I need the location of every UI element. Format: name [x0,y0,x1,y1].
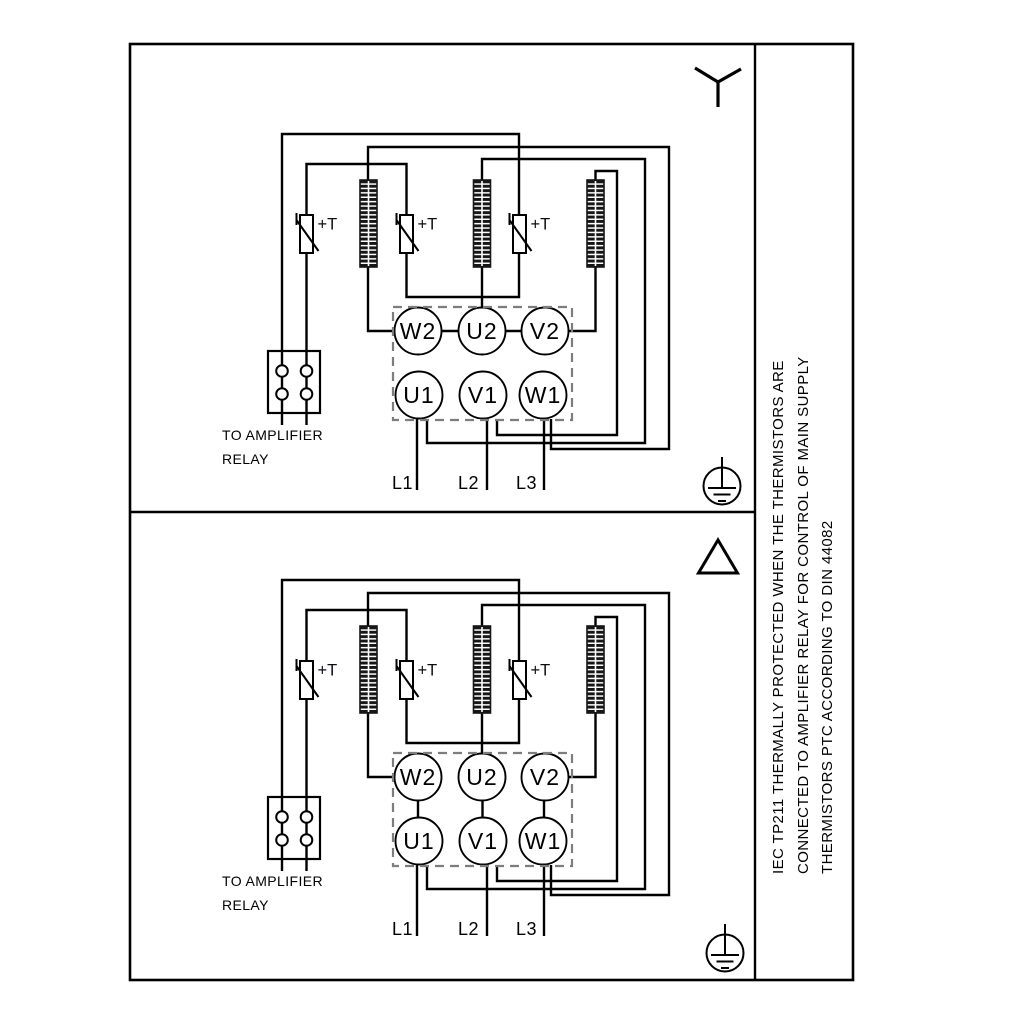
side-note-line-1: IEC TP211 THERMALLY PROTECTED WHEN THE THERMISTORS ARE [770,360,787,874]
terminal-v2-label: V2 [529,764,561,790]
supply-l3-label: L3 [516,473,538,493]
terminal-u1-label: U1 [403,382,435,408]
side-note-column [755,44,853,980]
terminal-v1-label: V1 [467,828,499,854]
thermistor-label-2: +T [417,215,438,234]
terminal-v2-label: V2 [529,318,561,344]
supply-l1-label: L1 [392,473,414,493]
supply-l2-label: L2 [458,473,480,493]
relay-caption-line2: RELAY [222,897,269,913]
earth-ground-icon [704,457,741,505]
thermistor-label-3: +T [530,661,551,680]
thermistor-label-3: +T [530,215,551,234]
terminal-w2-label: W2 [399,764,437,790]
delta-panel-wiring [268,580,669,936]
terminal-u2-label: U2 [466,318,498,344]
side-note-line-2: CONNECTED TO AMPLIFIER RELAY FOR CONTROL OF MAIN SUPPLY [794,356,812,874]
thermistor-label-1: +T [317,215,338,234]
star-connection-panel [222,68,741,505]
delta-connection-panel [222,540,744,972]
star-wye-icon [695,68,741,107]
relay-caption-line1: TO AMPLIFIER [222,427,324,443]
side-note-line-3: THERMISTORS PTC ACCORDING TO DIN 44082 [819,520,836,874]
terminal-u1-label: U1 [403,828,435,854]
delta-triangle-icon [699,540,738,573]
terminal-v1-label: V1 [467,382,499,408]
relay-caption-line2: RELAY [222,451,269,467]
thermistor-label-1: +T [317,661,338,680]
supply-l2-label: L2 [458,919,480,939]
terminal-w1-label: W1 [524,828,562,854]
thermistor-label-2: +T [417,661,438,680]
terminal-u2-label: U2 [466,764,498,790]
terminal-w1-label: W1 [524,382,562,408]
relay-caption-line1: TO AMPLIFIER [222,873,324,889]
earth-ground-icon [707,924,744,972]
delta-row-links [418,801,544,818]
side-note-text [767,356,841,874]
supply-l1-label: L1 [392,919,414,939]
supply-l3-label: L3 [516,919,538,939]
star-panel-wiring [268,134,669,490]
terminal-w2-label: W2 [399,318,437,344]
